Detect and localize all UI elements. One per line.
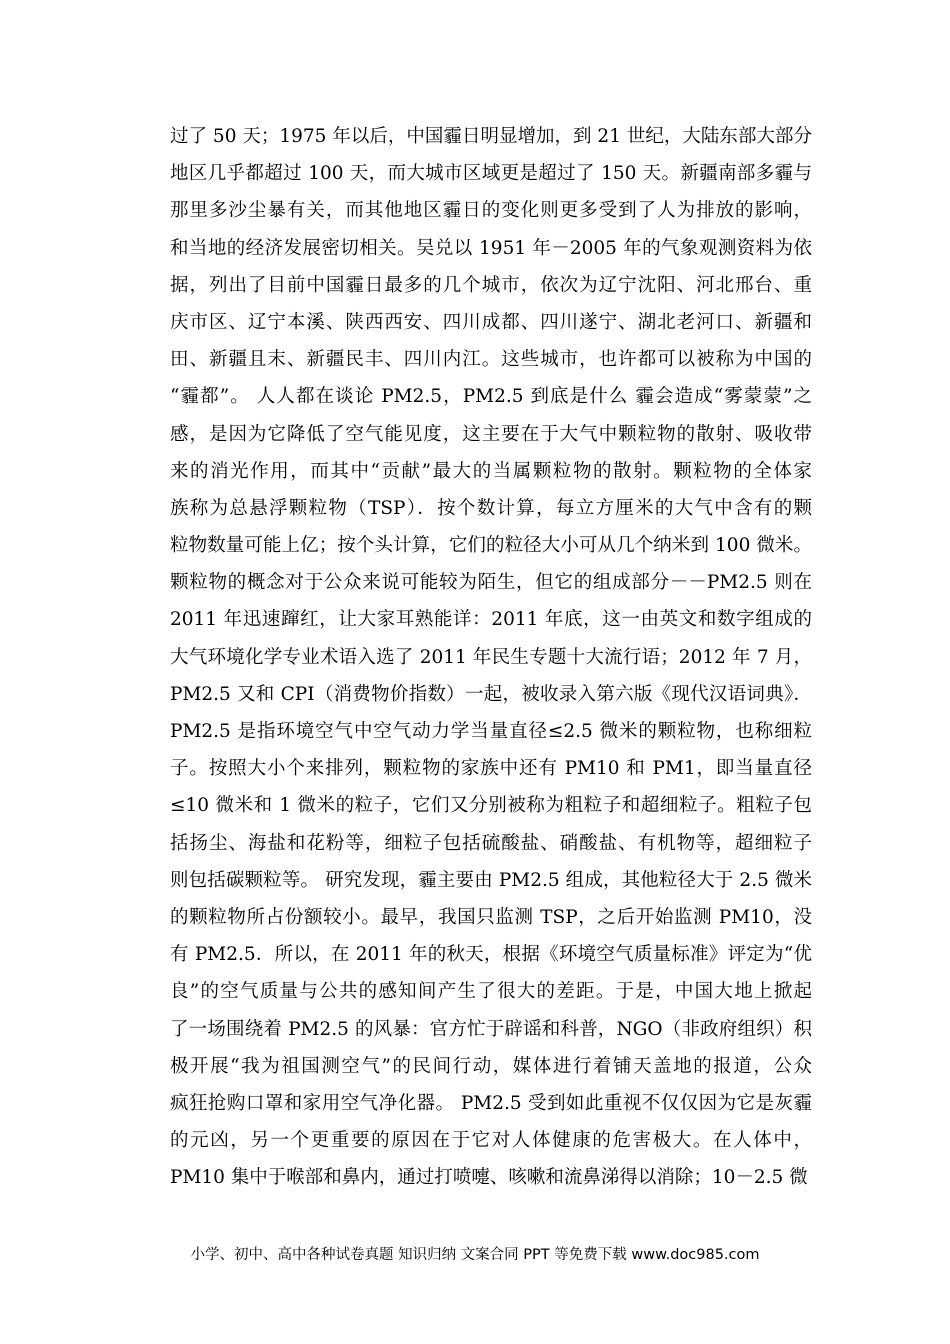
text-line: 感，是因为它降低了空气能见度，这主要在于大气中颗粒物的散射、吸收带 — [170, 423, 812, 445]
text-line: 田、新疆且末、新疆民丰、四川内江。这些城市，也许都可以被称为中国的 — [170, 349, 812, 371]
text-line: 良”的空气质量与公共的感知间产生了很大的差距。于是，中国大地上掀起 — [170, 981, 812, 1003]
text-line: PM10 集中于喉部和鼻内，通过打喷嚏、咳嗽和流鼻涕得以消除；10－2.5 微 — [170, 1167, 808, 1189]
text-line: 的元凶，另一个更重要的原因在于它对人体健康的危害极大。在人体中， — [170, 1130, 812, 1152]
text-line: 族称为总悬浮颗粒物（TSP）．按个数计算，每立方厘米的大气中含有的颗 — [170, 497, 812, 519]
text-line: 有 PM2.5．所以，在 2011 年的秋天，根据《环境空气质量标准》评定为“优 — [170, 944, 812, 966]
text-line: 庆市区、辽宁本溪、陕西西安、四川成都、四川遂宁、湖北老河口、新疆和 — [170, 311, 812, 333]
text-line: 据，列出了目前中国霾日最多的几个城市，依次为辽宁沈阳、河北邢台、重 — [170, 274, 812, 296]
text-line: 过了 50 天；1975 年以后，中国霾日明显增加，到 21 世纪，大陆东部大部分 — [170, 126, 812, 147]
text-line: 疯狂抢购口罩和家用空气净化器。 PM2.5 受到如此重视不仅仅因为它是灰霾 — [170, 1092, 812, 1114]
text-line: 地区几乎都超过 100 天，而大城市区域更是超过了 150 天。新疆南部多霾与 — [170, 163, 812, 185]
text-line: ≤10 微米和 1 微米的粒子，它们又分别被称为粗粒子和超细粒子。粗粒子包 — [170, 795, 812, 817]
text-line: 2011 年迅速蹿红，让大家耳熟能详：2011 年底，这一由英文和数字组成的 — [170, 609, 812, 631]
text-line: 大气环境化学专业术语入选了 2011 年民生专题十大流行语；2012 年 7 月， — [170, 646, 812, 668]
page-footer: 小学、初中、高中各种试卷真题 知识归纳 文案合同 PPT 等免费下载 www.doc985.com — [190, 1247, 760, 1263]
text-line: “霾都”。 人人都在谈论 PM2.5，PM2.5 到底是什么 霾会造成“雾蒙蒙”之 — [170, 386, 812, 408]
text-line: 极开展“我为祖国测空气”的民间行动，媒体进行着铺天盖地的报道，公众 — [170, 1055, 812, 1077]
text-line: 来的消光作用，而其中“贡献”最大的当属颗粒物的散射。颗粒物的全体家 — [170, 460, 812, 482]
text-line: 那里多沙尘暴有关，而其他地区霾日的变化则更多受到了人为排放的影响， — [170, 200, 812, 222]
text-line: PM2.5 是指环境空气中空气动力学当量直径≤2.5 微米的颗粒物，也称细粒 — [170, 721, 812, 742]
text-line: 粒物数量可能上亿；按个头计算，它们的粒径大小可从几个纳米到 100 微米。 — [170, 535, 812, 557]
body-text — [170, 118, 812, 1196]
text-line: 和当地的经济发展密切相关。吴兑以 1951 年－2005 年的气象观测资料为依 — [170, 237, 812, 259]
text-line: 的颗粒物所占份额较小。最早，我国只监测 TSP，之后开始监测 PM10，没 — [170, 906, 812, 928]
text-line: 括扬尘、海盐和花粉等，细粒子包括硫酸盐、硝酸盐、有机物等，超细粒子 — [170, 832, 812, 854]
text-line: 子。按照大小个来排列，颗粒物的家族中还有 PM10 和 PM1，即当量直径 — [170, 758, 812, 780]
text-line: 颗粒物的概念对于公众来说可能较为陌生，但它的组成部分－－PM2.5 则在 — [170, 572, 812, 594]
text-line: 则包括碳颗粒等。 研究发现，霾主要由 PM2.5 组成，其他粒径大于 2.5 微米 — [170, 869, 812, 891]
text-line: 了一场围绕着 PM2.5 的风暴：官方忙于辟谣和科普，NGO（非政府组织）积 — [170, 1018, 812, 1040]
text-line: PM2.5 又和 CPI（消费物价指数）一起，被收录入第六版《现代汉语词典》． — [170, 683, 812, 705]
